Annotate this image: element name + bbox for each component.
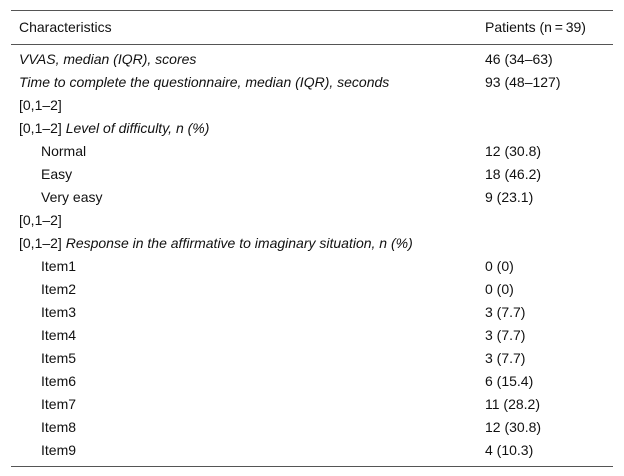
row-prefix: [0,1–2] — [19, 97, 62, 113]
table-row — [11, 347, 613, 370]
bottom-rule — [11, 466, 613, 467]
table-row — [11, 94, 613, 117]
table-row — [11, 393, 613, 416]
row-label: Item4 — [41, 327, 77, 343]
row-label: Item2 — [41, 281, 77, 297]
row-prefix: [0,1–2] — [19, 120, 66, 136]
table-row — [11, 278, 613, 301]
header-patients: Patients (n = 39) — [485, 19, 586, 35]
table-row — [11, 186, 613, 209]
row-label: Item9 — [41, 442, 77, 458]
row-section-label — [11, 232, 485, 255]
row-value: 4 (10.3) — [485, 442, 534, 458]
row-label: Time to complete the questionnaire, median (IQR), seconds — [19, 74, 390, 90]
row-value: 0 (0) — [485, 281, 514, 297]
row-value: 3 (7.7) — [485, 327, 526, 343]
table-row — [11, 255, 613, 278]
row-value: 9 (23.1) — [485, 189, 534, 205]
row-value: 6 (15.4) — [485, 373, 534, 389]
table-row — [11, 140, 613, 163]
table-row — [11, 324, 613, 347]
data-table — [11, 10, 613, 467]
header-characteristics: Characteristics — [19, 19, 112, 35]
row-value: 93 (48–127) — [485, 74, 561, 90]
row-section-label — [11, 117, 485, 140]
row-label: Level of difficulty, n (%) — [65, 120, 210, 136]
row-label: Item1 — [41, 258, 77, 274]
table-row — [11, 163, 613, 186]
row-label: Normal — [41, 143, 87, 159]
row-label: Easy — [41, 166, 73, 182]
row-label: VVAS, median (IQR), scores — [19, 51, 197, 67]
row-value: 3 (7.7) — [485, 304, 526, 320]
row-label: Item5 — [41, 350, 77, 366]
table-row — [11, 301, 613, 324]
row-label: Response in the affirmative to imaginary situation, n (%) — [65, 235, 413, 251]
table-row — [11, 416, 613, 439]
table-row — [11, 209, 613, 232]
row-value: 12 (30.8) — [485, 143, 542, 159]
row-label: Item6 — [41, 373, 77, 389]
table-row — [11, 117, 613, 140]
row-prefix: [0,1–2] — [19, 212, 62, 228]
row-value: 3 (7.7) — [485, 350, 526, 366]
table-body — [11, 45, 613, 466]
row-value: 18 (46.2) — [485, 166, 542, 182]
table-row — [11, 370, 613, 393]
table-row — [11, 48, 613, 71]
row-label: Item8 — [41, 419, 77, 435]
row-value: 0 (0) — [485, 258, 514, 274]
row-value: 46 (34–63) — [485, 51, 553, 67]
row-value: 12 (30.8) — [485, 419, 542, 435]
row-label: Item7 — [41, 396, 77, 412]
table-row — [11, 439, 613, 462]
row-label: Very easy — [41, 189, 103, 205]
table-header-row — [11, 11, 613, 44]
table-row — [11, 71, 613, 94]
row-prefix: [0,1–2] — [19, 235, 66, 251]
table-row — [11, 232, 613, 255]
row-value: 11 (28.2) — [485, 396, 540, 412]
row-label: Item3 — [41, 304, 77, 320]
